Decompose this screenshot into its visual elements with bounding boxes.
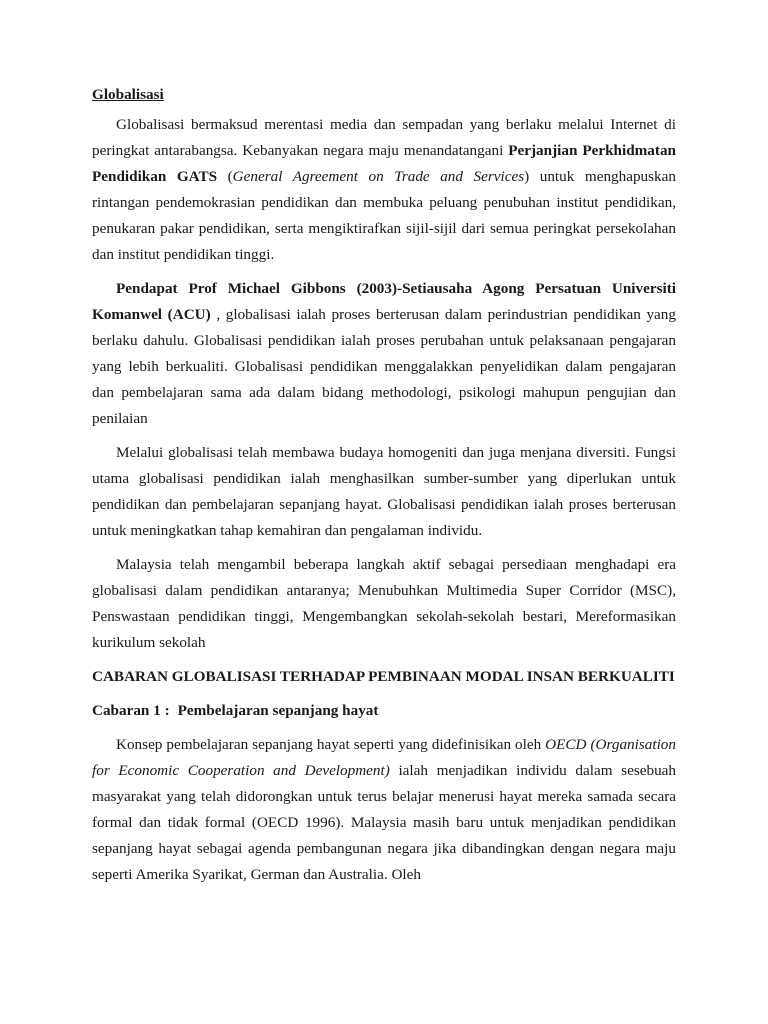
paragraph-text: , globalisasi ialah proses berterusan dalam perindustrian pendidikan yang berlaku dahulu. Globalisasi pendidikan ialah proses perubahan untuk pelaksanaan pengajaran yang lebih berkualiti. Globalisasi pendidikan menggalakkan penyelidikan dalam pengajaran dan pembelajaran sama ada dalam bidang methodologi, psikologi mahupun pengujian dan penilaian: [92, 306, 676, 427]
subsection-heading: [92, 698, 676, 724]
italic-term-gats: General Agreement on Trade and Services: [232, 168, 525, 185]
paragraph-text: Globalisasi bermaksud merentasi media dan sempadan yang berlaku melalui Internet di peringkat antarabangsa. Kebanyakan negara maju menandatangani: [92, 116, 676, 159]
document-page: [92, 84, 676, 896]
bold-citation-gibbons: Pendapat Prof Michael Gibbons (2003)-Setiausaha Agong Persatuan Universiti Komanwel (ACU): [92, 280, 676, 323]
paragraph-text: ialah menjadikan individu dalam sesebuah masyarakat yang telah didorongkan untuk terus belajar menerusi hayat mereka samada secara formal dan tidak formal (OECD 1996). Malaysia masih baru untuk menjadikan pendidikan sepanjang hayat sebagai agenda pembangunan negara jika dibandingkan dengan negara maju seperti Amerika Syarikat, German dan Australia. Oleh: [92, 762, 676, 883]
paragraph-lifelong-learning: [92, 732, 676, 888]
paragraph-malaysia-steps: Malaysia telah mengambil beberapa langkah aktif sebagai persediaan menghadapi era globalisasi dalam pendidikan antaranya; Menubuhkan Multimedia Super Corridor (MSC), Penswastaan pendidikan tinggi, Mengembangkan sekolah-sekolah bestari, Mereformasikan kurikulum sekolah: [92, 556, 676, 651]
italic-term-oecd: OECD (Organisation for Economic Cooperation and Development): [92, 736, 676, 779]
paragraph-text: (: [217, 168, 233, 185]
page-title: Globalisasi: [92, 86, 164, 103]
subsection-label: Cabaran 1 :: [92, 702, 170, 719]
paragraph-globalisasi-definition: [92, 112, 676, 268]
section-heading: CABARAN GLOBALISASI TERHADAP PEMBINAAN MODAL INSAN BERKUALITI: [92, 668, 675, 685]
paragraph-text: ) untuk menghapuskan rintangan pendemokrasian pendidikan dan membuka peluang penubuhan institut pendidikan, penukaran pakar pendidikan, serta mengiktirafkan sijil-sijil dari semua peringkat persekolahan dan institut pendidikan tinggi.: [92, 168, 676, 263]
subsection-text: Pembelajaran sepanjang hayat: [177, 702, 379, 719]
paragraph-gibbons-opinion: [92, 276, 676, 432]
paragraph-homogeneity: Melalui globalisasi telah membawa budaya homogeniti dan juga menjana diversiti. Fungsi utama globalisasi pendidikan ialah menghasilkan sumber-sumber yang diperlukan untuk pendidikan dan pembelajaran sepanjang hayat. Globalisasi pendidikan ialah proses berterusan untuk meningkatkan tahap kemahiran dan pengalaman individu.: [92, 444, 676, 539]
bold-term-gats: Perjanjian Perkhidmatan Pendidikan GATS: [92, 142, 676, 185]
paragraph-text: Konsep pembelajaran sepanjang hayat seperti yang didefinisikan oleh: [116, 736, 546, 753]
